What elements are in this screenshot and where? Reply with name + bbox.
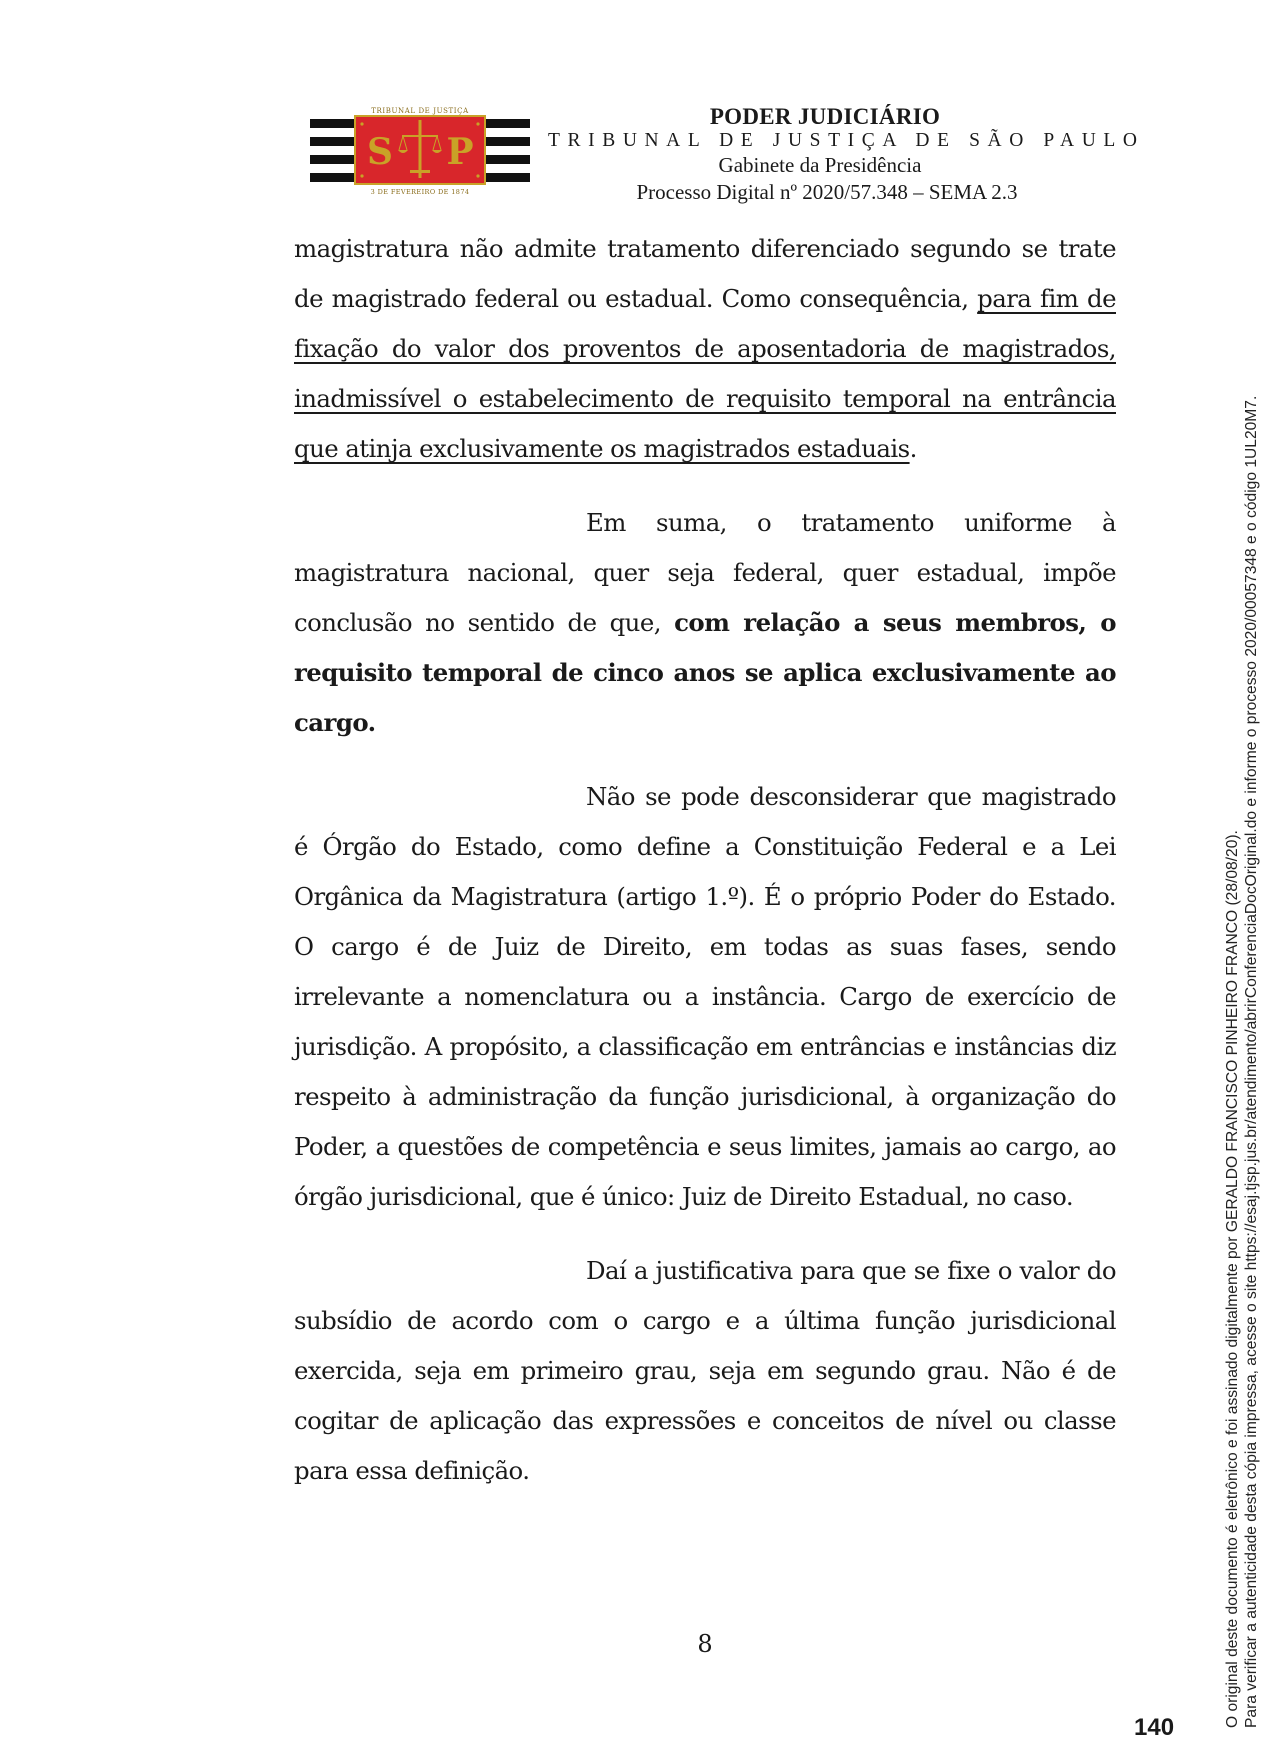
- paragraph-1: [294, 224, 1116, 474]
- header-process-number: Processo Digital nº 2020/57.348 – SEMA 2.3: [636, 180, 1018, 204]
- document-header: [0, 0, 1241, 220]
- paragraph-4: Daí a justificativa para que se fixe o valor do subsídio de acordo com o cargo e a última função jurisdicional exercida, seja em primeiro grau, seja em segundo grau. Não é de cogitar de aplicação das expressões e conceitos de nível ou classe para essa definição.: [294, 1256, 1116, 1485]
- paragraph-2-bold-text: com relação a seus membros, o requisito temporal de cinco anos se aplica exclusivamente ao cargo.: [294, 608, 1116, 737]
- svg-text:3 DE FEVEREIRO DE 1874: 3 DE FEVEREIRO DE 1874: [370, 188, 470, 196]
- paragraph-1-end: .: [909, 434, 917, 463]
- paragraph-1-text: magistratura não admite tratamento diferenciado segundo se trate de magistrado federal ou estadual. Como consequência,: [294, 234, 1116, 313]
- paragraph-2-text: Em suma, o tratamento uniforme à magistratura nacional, quer seja federal, quer estadual, impõe conclusão no sentido de que,: [294, 508, 1116, 637]
- signature-note-line-2: Para verificar a autenticidade desta cópia impressa, acesse o site https://esaj.tjsp.jus.br/atendimento/abrirConferenciaDocOriginal.do e informe o processo 2020/00057348 e o código 1UL20M7.: [1243, 395, 1260, 1728]
- svg-text:P: P: [446, 131, 474, 173]
- paragraph-3: Não se pode desconsiderar que magistrado é Órgão do Estado, como define a Constituição Federal e a Lei Orgânica da Magistratura (artigo 1.º). É o próprio Poder do Estado. O cargo é de Juiz de Direito, em todas as suas fases, sendo irrelevante a nomenclatura ou a instância. Cargo de exercício de jurisdição. A propósito, a classificação em entrâncias e instâncias diz respeito à administração da função jurisdicional, à organização do Poder, a questões de competência e seus limites, jamais ao cargo, ao órgão jurisdicional, que é único: Juiz de Direito Estadual, no caso.: [294, 782, 1116, 1211]
- header-subtitle: TRIBUNAL DE JUSTIÇA DE SÃO PAULO: [548, 130, 1145, 151]
- tjsp-emblem-logo: [310, 106, 530, 198]
- digital-signature-note: [1223, 396, 1261, 1728]
- header-title: PODER JUDICIÁRIO: [709, 104, 941, 129]
- header-text-block: [540, 104, 1145, 206]
- sheet-number: 140: [1134, 1714, 1175, 1741]
- header-office: Gabinete da Presidência: [718, 153, 922, 177]
- paragraph-1-underlined-text: para fim de fixação do valor dos proventos de aposentadoria de magistrados, inadmissível o estabelecimento de requisito temporal na entrância que atinja exclusivamente os magistrados estaduais: [294, 284, 1116, 463]
- signature-note-line-1: O original deste documento é eletrônico e foi assinado digitalmente por GERALDO FRANCISCO PINHEIRO FRANCO (28/08/20).: [1224, 830, 1241, 1728]
- paragraph-2: [294, 498, 1116, 748]
- page-number: 8: [697, 1630, 713, 1658]
- svg-text:TRIBUNAL DE JUSTIÇA: TRIBUNAL DE JUSTIÇA: [371, 107, 469, 115]
- document-body: [294, 224, 1116, 1496]
- svg-text:S: S: [367, 131, 393, 173]
